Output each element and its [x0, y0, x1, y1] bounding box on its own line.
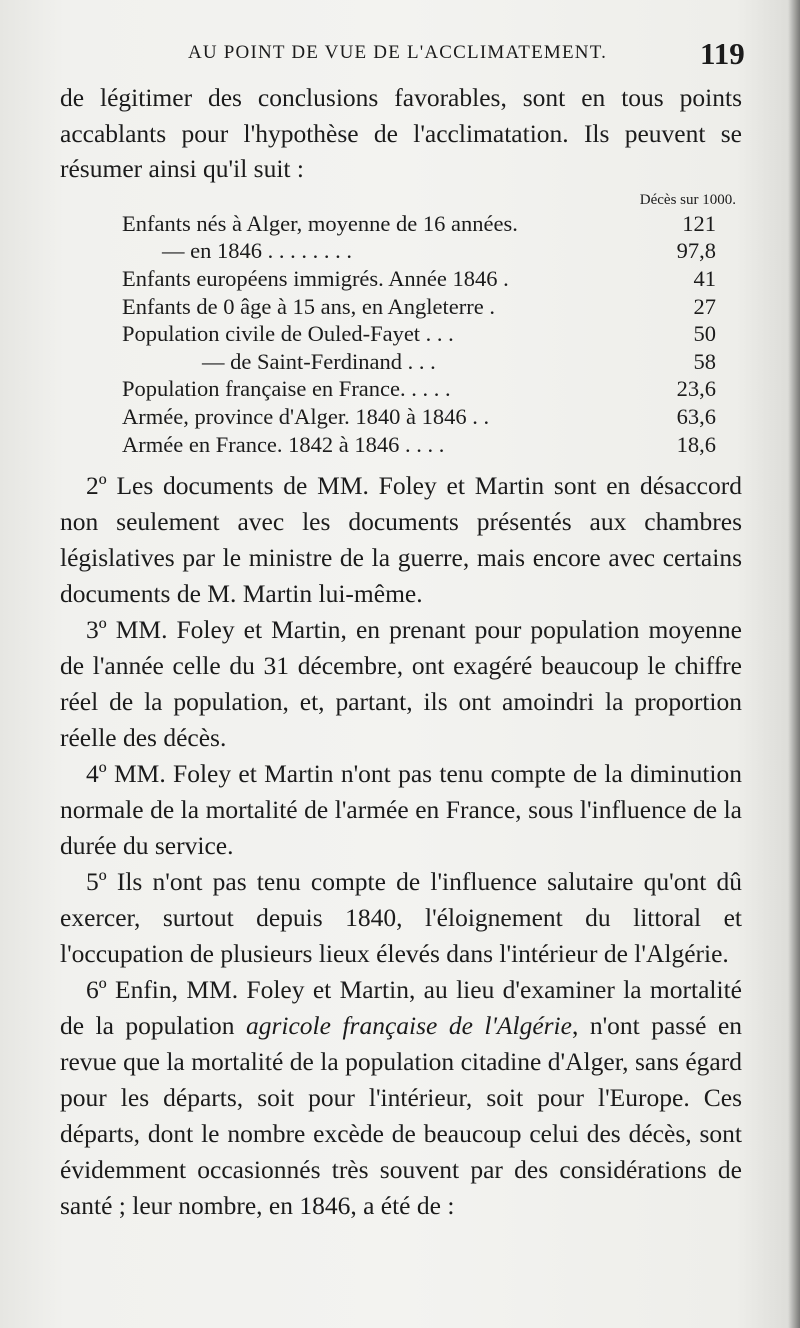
paragraph-6 — [60, 972, 742, 1224]
mortality-table — [60, 210, 742, 458]
running-head — [0, 36, 800, 76]
row-value: 58 — [693, 348, 716, 374]
table-row — [60, 265, 742, 293]
table-row — [60, 375, 742, 403]
paragraph-2: 2º Les documents de MM. Foley et Martin sont en désaccord non seulement avec les documents présentés aux chambres législatives par le ministre de la guerre, mais encore avec certains documents de M. Martin lui-même. — [60, 471, 742, 609]
paragraph-4: 4º MM. Foley et Martin n'ont pas tenu compte de la diminution normale de la mortalité de l'armée en France, sous l'influence de la durée du service. — [60, 759, 742, 861]
paragraph-6-end: , n'ont passé en revue que la mortalité de la population citadine d'Alger, sans égard pour les départs, soit pour l'intérieur, soit pour l'Europe. Ces départs, dont le nombre excède de beaucoup celui des décès, sont évidemment occasionnés très souvent par des considérations de santé ; leur nombre, en 1846, a été de : — [60, 1011, 743, 1221]
row-value: 121 — [682, 210, 716, 236]
table-row — [60, 210, 742, 238]
paragraph-6-italic: agricole française de l'Algérie — [245, 1011, 572, 1041]
table-row — [60, 320, 742, 348]
row-value: 18,6 — [676, 431, 716, 457]
row-value: 63,6 — [676, 403, 716, 429]
row-label: Enfants de 0 âge à 15 ans, en Angleterre . — [122, 293, 495, 319]
table-row — [60, 348, 742, 376]
table-row — [60, 293, 742, 321]
row-label: Population civile de Ouled-Fayet . . . — [122, 321, 454, 347]
row-label: Population française en France. . . . . — [122, 376, 451, 402]
row-value: 97,8 — [676, 238, 716, 264]
running-title: AU POINT DE VUE DE L'ACCLIMATEMENT. — [188, 42, 608, 63]
row-value: 23,6 — [676, 376, 716, 402]
table-row — [60, 237, 742, 265]
row-value: 50 — [693, 321, 716, 347]
row-value: 41 — [693, 265, 716, 291]
paragraph-6-start: 6º Enfin, MM. Foley et Martin, au lieu d'examiner la mortalité de la population — [60, 975, 742, 1041]
table-row — [60, 403, 742, 431]
row-label: Enfants nés à Alger, moyenne de 16 années. — [122, 210, 518, 236]
row-value: 27 — [693, 293, 716, 319]
paragraph-5: 5º Ils n'ont pas tenu compte de l'influence salutaire qu'ont dû exercer, surtout depuis 1840, l'éloignement du littoral et l'occupation de plusieurs lieux élevés dans l'intérieur de l'Algérie. — [60, 867, 742, 969]
page-number: 119 — [700, 36, 745, 71]
row-label: Armée, province d'Alger. 1840 à 1846 . . — [122, 403, 490, 429]
page-spine-shadow — [788, 0, 800, 1328]
text-block — [60, 80, 742, 1224]
row-label: Enfants européens immigrés. Année 1846 . — [122, 265, 509, 291]
table-header: Décès sur 1000. — [639, 191, 736, 208]
row-label: — de Saint-Ferdinand . . . — [202, 348, 436, 374]
table-row — [60, 431, 742, 459]
row-label: — en 1846 . . . . . . . . — [162, 238, 352, 264]
paragraph-3: 3º MM. Foley et Martin, en prenant pour population moyenne de l'année celle du 31 décembre, ont exagéré beaucoup le chiffre réel de la population, et, partant, ils ont amoindri la proportion réelle des décès. — [60, 615, 742, 753]
row-label: Armée en France. 1842 à 1846 . . . . — [122, 431, 445, 457]
intro-paragraph: de légitimer des conclusions favorables, sont en tous points accablants pour l'hypothèse de l'acclimatation. Ils peuvent se résumer ainsi qu'il suit : — [60, 83, 742, 184]
